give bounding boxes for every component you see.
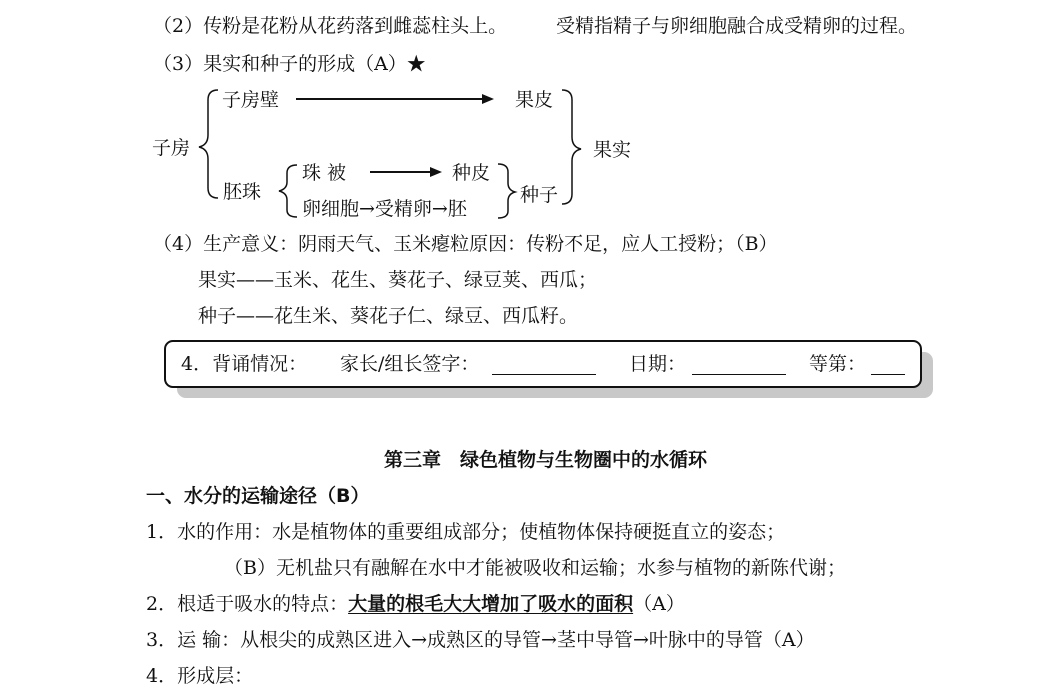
- line-water-function: 1．水的作用：水是植物体的重要组成部分；使植物体保持硬挺直立的姿态；: [146, 521, 786, 543]
- grade-field[interactable]: [871, 354, 905, 375]
- brace-ovary: [199, 90, 218, 198]
- recitation-status-label: 4．背诵情况：: [181, 353, 308, 375]
- line-fruit-examples: 果实——玉米、花生、葵花子、绿豆荚、西瓜；: [198, 269, 598, 291]
- brace-seed: [498, 164, 515, 218]
- root-absorption-key-point: 大量的根毛大大增加了吸水的面积: [348, 593, 634, 615]
- brace-ovule: [279, 165, 297, 217]
- label-fruit: 果实: [593, 139, 632, 161]
- root-absorption-prefix: 2．根适于吸水的特点：: [146, 593, 349, 615]
- arrowhead-ovarywall-pericarp: [482, 94, 494, 104]
- line-seed-examples: 种子——花生米、葵花子仁、绿豆、西瓜籽。: [198, 305, 579, 327]
- line-transport-path: 3．运 输：从根尖的成熟区进入→成熟区的导管→茎中导管→叶脉中的导管（A）: [146, 629, 815, 651]
- label-egg-chain: 卵细胞→受精卵→胚: [302, 198, 467, 220]
- line-water-function-b: （B）无机盐只有融解在水中才能被吸收和运输；水参与植物的新陈代谢；: [224, 557, 846, 579]
- arrowhead-integument-seedcoat: [430, 167, 442, 177]
- date-field[interactable]: [692, 354, 786, 375]
- label-ovary: 子房: [152, 137, 191, 159]
- line-production-significance: （4）生产意义：阴雨天气、玉米瘪粒原因：传粉不足，应人工授粉；（B）: [153, 233, 778, 255]
- signature-label: 家长/组长签字：: [340, 353, 480, 375]
- brace-fruit: [562, 90, 581, 204]
- line-pollination: （2）传粉是花粉从花药落到雌蕊柱头上。: [153, 15, 508, 37]
- grade-label: 等第：: [809, 353, 867, 375]
- line-fruit-seed-formation: （3）果实和种子的形成（A）★: [153, 53, 426, 75]
- section-heading-water-transport: 一、水分的运输途径（B）: [146, 485, 370, 507]
- line-fertilization: 受精指精子与卵细胞融合成受精卵的过程。: [556, 15, 918, 37]
- line-cambium: 4．形成层：: [146, 665, 254, 687]
- recitation-box: [164, 340, 922, 388]
- label-seed: 种子: [520, 184, 559, 206]
- root-absorption-suffix: （A）: [633, 593, 685, 615]
- label-seed-coat: 种皮: [452, 162, 491, 184]
- date-label: 日期：: [629, 353, 687, 375]
- label-ovule: 胚珠: [223, 181, 262, 203]
- label-ovary-wall: 子房壁: [222, 89, 280, 111]
- label-pericarp: 果皮: [515, 89, 554, 111]
- line-root-absorption: [146, 592, 685, 616]
- signature-field[interactable]: [492, 354, 596, 375]
- chapter-title: 第三章 绿色植物与生物圈中的水循环: [384, 449, 708, 471]
- label-integument: 珠 被: [302, 162, 347, 184]
